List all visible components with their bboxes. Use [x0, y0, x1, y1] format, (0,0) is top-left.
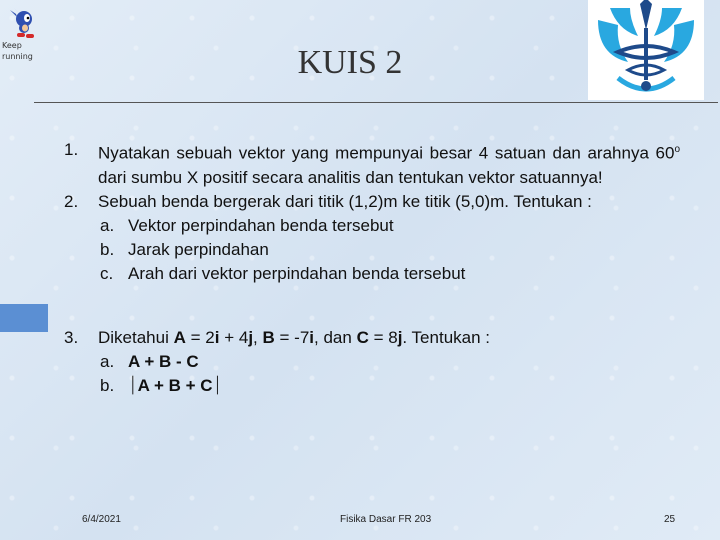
running-word: running	[2, 52, 33, 61]
question-2-text: Sebuah benda bergerak dari titik (1,2)m ke titik (5,0)m. Tentukan :	[98, 191, 592, 211]
question-2-items	[100, 214, 680, 286]
q3-part: = 2	[185, 327, 215, 347]
question-3-items	[100, 350, 680, 398]
list-item	[100, 350, 680, 374]
keep-running-caption	[2, 40, 44, 62]
question-2	[64, 190, 680, 214]
item-text: A + B - C	[128, 351, 199, 371]
unit-j: j	[248, 327, 254, 347]
university-logo	[588, 0, 704, 100]
logo-emblem-icon	[588, 0, 704, 100]
title-divider	[34, 102, 718, 103]
question-3	[64, 326, 680, 350]
vector-a: A	[173, 327, 186, 347]
slide-title: KUIS 2	[297, 44, 403, 81]
list-item	[100, 214, 680, 238]
unit-i: i	[214, 327, 220, 347]
q3-part: Diketahui	[98, 327, 174, 347]
question-3-number: 3.	[64, 327, 79, 347]
question-3-text	[98, 326, 680, 350]
question-1-text-part-a: Nyatakan sebuah vektor yang mempunyai besar 4 satuan dan arahnya 60	[98, 143, 675, 163]
q3-part: . Tentukan :	[402, 327, 491, 347]
item-letter: a.	[100, 351, 115, 371]
question-2-number: 2.	[64, 191, 79, 211]
question-1	[64, 138, 680, 190]
abs-bar-right: ⏐	[212, 375, 223, 396]
vector-b: B	[262, 327, 275, 347]
item-text: Jarak perpindahan	[128, 239, 269, 259]
unit-j: j	[397, 327, 403, 347]
item-text: Vektor perpindahan benda tersebut	[128, 215, 394, 235]
spacer	[64, 286, 680, 326]
question-list	[64, 138, 680, 398]
item-text: Arah dari vektor perpindahan benda tersebut	[128, 263, 466, 283]
list-item	[100, 262, 680, 286]
q3-part: ,	[253, 327, 263, 347]
keep-word: Keep	[2, 41, 22, 50]
item-letter: b.	[100, 375, 115, 395]
item-letter: a.	[100, 215, 115, 235]
list-item	[100, 374, 680, 398]
item-text	[128, 374, 222, 398]
footer-page-number: 25	[664, 514, 676, 525]
q3-part: + 4	[219, 327, 249, 347]
item-letter: c.	[100, 263, 114, 283]
running-hedgehog-icon	[4, 8, 44, 40]
vector-c: C	[356, 327, 369, 347]
question-1-text	[98, 138, 680, 190]
q3-part: , dan	[314, 327, 357, 347]
list-item	[100, 238, 680, 262]
question-1-number: 1.	[64, 140, 79, 159]
unit-i: i	[309, 327, 315, 347]
abs-expression: A + B + C	[137, 375, 213, 395]
q3-part: = 8	[368, 327, 398, 347]
footer-date: 6/4/2021	[82, 514, 121, 525]
item-letter: b.	[100, 239, 115, 259]
abs-bar-left: ⏐	[128, 375, 138, 396]
side-accent-bar	[0, 304, 48, 332]
question-1-text-part-b: dari sumbu X positif secara analitis dan tentukan vektor satuannya!	[98, 167, 603, 187]
footer-course: Fisika Dasar FR 203	[340, 514, 432, 525]
degree-symbol: o	[674, 144, 680, 155]
q3-part: = -7	[274, 327, 310, 347]
